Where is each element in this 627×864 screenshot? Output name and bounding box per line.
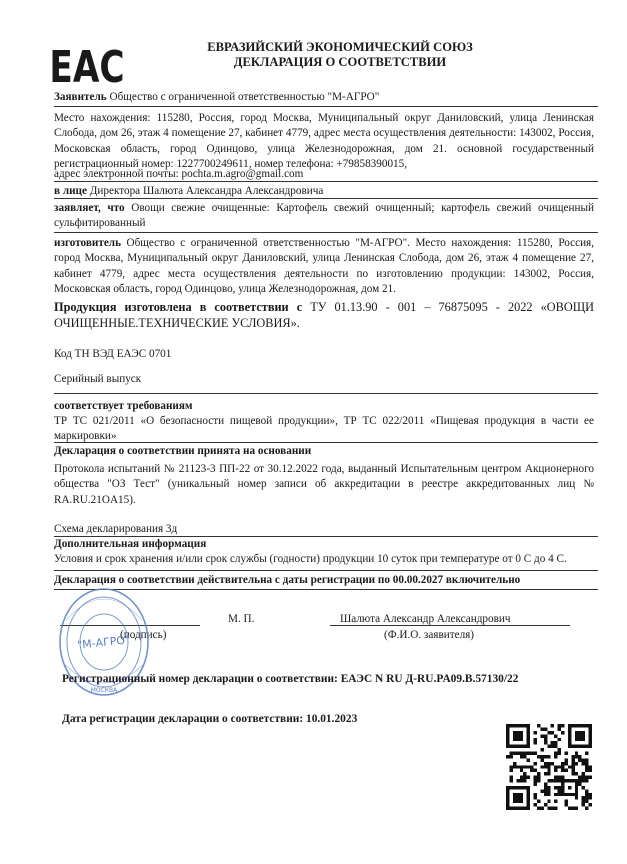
declares-label: заявляет, что [54, 202, 125, 214]
registration-number-line [62, 673, 518, 685]
representative-label: в лице [54, 185, 87, 197]
product-standard-value: ТУ 01.13.90 - 001 – 76875095 - 2022 «ОВОЩИ ОЧИЩЕННЫЕ.ТЕХНИЧЕСКИЕ УСЛОВИЯ». [54, 300, 595, 330]
tnved-code: Код ТН ВЭД ЕАЭС 0701 [54, 348, 172, 360]
email-value: pochta.m.agro@gmail.com [181, 168, 304, 180]
qr-code [506, 724, 592, 810]
signature-label: (подпись) [120, 629, 167, 641]
registration-date-line [62, 713, 357, 725]
eac-logo [49, 41, 125, 94]
manufacturer-value: Общество с ограниченной ответственностью "М-АГРО". Место нахождения: 115280, Россия, город Москва, Муниципальный округ Даниловский, улица Ленинская Слобода, дом 26, этаж 4 помещение 27, кабинет 4779, адрес места осуществления деятельности по изготовлению продукции: 143002, Россия, Московская область, город Одинцово, улица Железнодорожная, дом 21. [54, 237, 595, 295]
document-header [140, 40, 540, 70]
representative-value: Директора Шалюта Александра Александровича [89, 185, 324, 197]
stamp-name: "М-АГРО" [76, 633, 131, 652]
email-label: адрес электронной почты: [54, 168, 179, 180]
applicant-address: Место нахождения: 115280, Россия, город Москва, Муниципальный округ Даниловский, улица Ленинская Слобода, дом 26, этаж 4 помещение 27, кабинет 4779, адрес места осуществления деятельности: 143002, Россия, Московская область, город Одинцово, улица Железнодорожная, дом 21. основной государственный регистрационный номер: 1227700249611, номер телефона: +79858390015, [54, 112, 594, 170]
product-standard-label: Продукция изготовлена в соответствии с [54, 300, 303, 314]
eac-logo-text: EAC [49, 41, 125, 94]
representative-line [54, 184, 594, 199]
basis-label: Декларация о соответствии принята на основании [54, 445, 312, 457]
declares-line [54, 201, 594, 232]
header-title: ДЕКЛАРАЦИЯ О СООТВЕТСТВИИ [233, 55, 447, 69]
product-standard-line [54, 299, 594, 331]
registration-date: 10.01.2023 [306, 713, 358, 725]
additional-info-value: Условия и срок хранения и/или срок службы (годности) продукции 10 суток при температуре от 0 С до 4 С. [54, 553, 567, 565]
registration-date-label: Дата регистрации декларации о соответствии: [62, 713, 304, 725]
manufacturer-line [54, 236, 594, 297]
header-union: ЕВРАЗИЙСКИЙ ЭКОНОМИЧЕСКИЙ СОЮЗ [207, 40, 473, 54]
conforms-label: соответствует требованиям [54, 400, 193, 412]
stamp-city: МОСКВА [90, 687, 118, 694]
conforms-section [54, 399, 594, 414]
applicant-line [54, 90, 594, 105]
seal-place-label: М. П. [228, 613, 255, 625]
release-type: Серийный выпуск [54, 373, 142, 385]
declares-value: Овощи свежие очищенные: Картофель свежий очищенный; картофель свежий очищенный сульфитированный [54, 202, 594, 230]
registration-number-label: Регистрационный номер декларации о соответствии: [62, 673, 338, 685]
additional-info-label: Дополнительная информация [54, 538, 207, 550]
email-line [54, 167, 594, 182]
registration-number: ЕАЭС N RU Д-RU.PA09.B.57130/22 [340, 673, 519, 685]
basis-value: Протокола испытаний № 21123-3 ПП-22 от 30.12.2022 года, выданный Испытательным центром Акционерного общества "ОЗ Тест" (уникальный номер записи об аккредитации в реестре аккредитованных лиц № RA.RU.21OA15). [54, 463, 594, 506]
fio-label: (Ф.И.О. заявителя) [384, 629, 475, 641]
manufacturer-label: изготовитель [54, 237, 121, 249]
signer-name: Шалюта Александр Александрович [340, 613, 511, 625]
declaration-scheme: Схема декларирования 3д [54, 523, 178, 535]
applicant-label: Заявитель [54, 91, 107, 103]
validity-line: Декларация о соответствии действительна с даты регистрации по 00.00.2027 включительно [54, 574, 521, 586]
conforms-value: ТР ТС 021/2011 «О безопасности пищевой продукции», ТР ТС 022/2011 «Пищевая продукция в части ее маркировки» [54, 415, 594, 443]
applicant-value: Общество с ограниченной ответственностью "М-АГРО" [109, 91, 380, 103]
